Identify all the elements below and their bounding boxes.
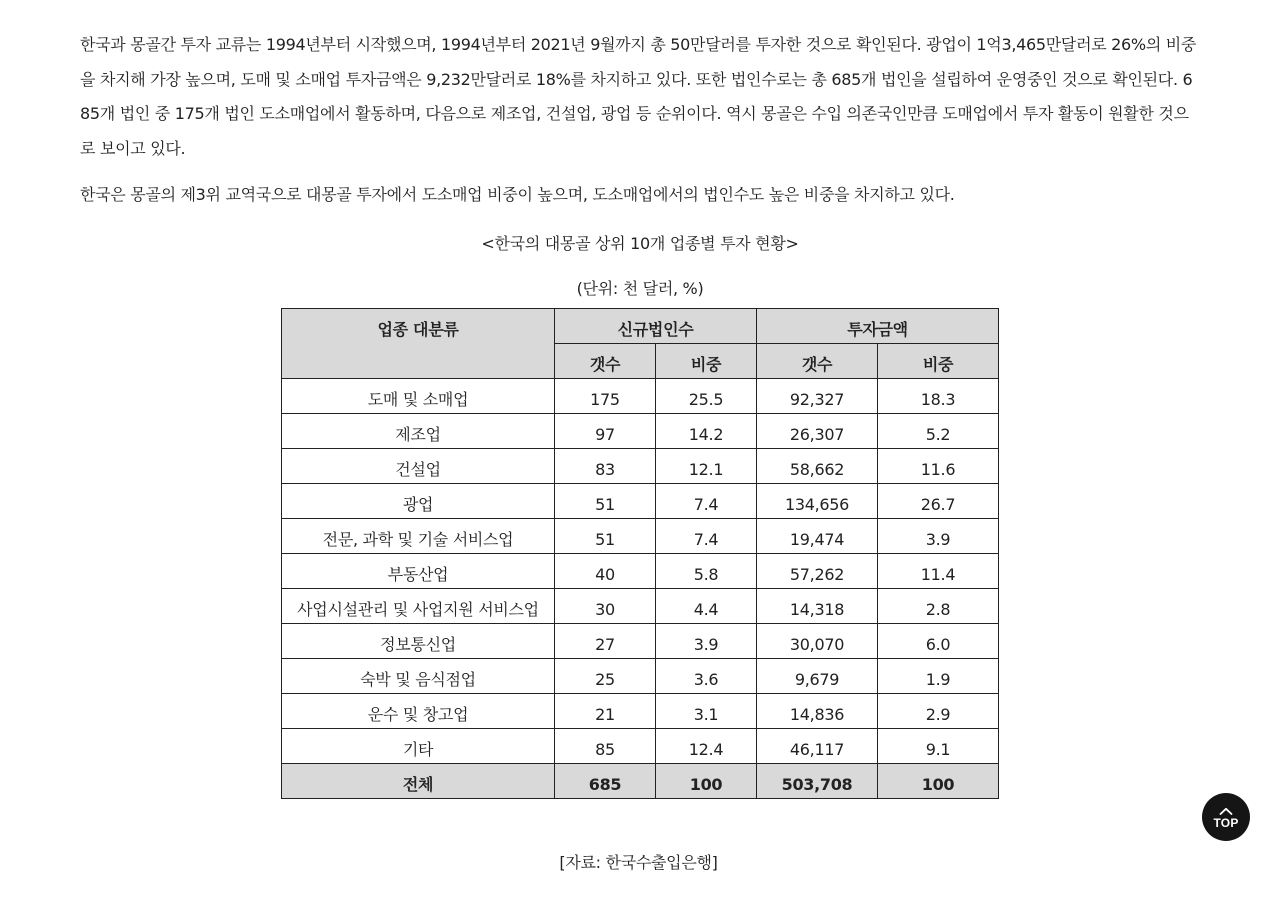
cell-corp-count: 51 [555, 484, 656, 519]
cell-industry: 부동산업 [282, 554, 555, 589]
cell-inv-amount: 9,679 [757, 659, 878, 694]
cell-inv-share: 11.6 [878, 449, 999, 484]
cell-total-corp-share: 100 [656, 764, 757, 799]
scroll-top-label: TOP [1213, 816, 1239, 830]
cell-inv-share: 3.9 [878, 519, 999, 554]
cell-inv-amount: 14,836 [757, 694, 878, 729]
paragraph-trade-partner: 한국은 몽골의 제3위 교역국으로 대몽골 투자에서 도소매업 비중이 높으며, 도소매업에서의 법인수도 높은 비중을 차지하고 있다. [80, 185, 955, 204]
chevron-up-icon [1219, 807, 1233, 815]
cell-corp-share: 14.2 [656, 414, 757, 449]
cell-inv-amount: 58,662 [757, 449, 878, 484]
header-new-corps: 신규법인수 [555, 309, 757, 344]
cell-inv-amount: 26,307 [757, 414, 878, 449]
cell-corp-count: 85 [555, 729, 656, 764]
cell-corp-share: 5.8 [656, 554, 757, 589]
cell-inv-share: 26.7 [878, 484, 999, 519]
table-row [282, 519, 999, 554]
cell-corp-share: 12.4 [656, 729, 757, 764]
cell-inv-share: 2.9 [878, 694, 999, 729]
paragraph-investment-overview: 한국과 몽골간 투자 교류는 1994년부터 시작했으며, 1994년부터 2021년 9월까지 총 50만달러를 투자한 것으로 확인된다. 광업이 1억3,465만달러로 26%의 비중을 차지해 가장 높으며, 도매 및 소매업 투자금액은 9,232만달러로 18%를 차지하고 있다. 또한 법인수로는 총 685개 법인을 설립하여 운영중인 것으로 확인된다. 685개 법인 중 175개 법인 도소매업에서 활동하며, 다음으로 제조업, 건설업, 광업 등 순위이다. 역시 몽골은 수입 의존국인만큼 도매업에서 투자 활동이 원활한 것으로 보이고 있다. [80, 35, 1197, 158]
table-row [282, 589, 999, 624]
cell-inv-share: 2.8 [878, 589, 999, 624]
cell-total-inv-amount: 503,708 [757, 764, 878, 799]
cell-corp-count: 97 [555, 414, 656, 449]
cell-industry: 사업시설관리 및 사업지원 서비스업 [282, 589, 555, 624]
cell-total-label: 전체 [282, 764, 555, 799]
cell-total-corp-count: 685 [555, 764, 656, 799]
cell-inv-amount: 134,656 [757, 484, 878, 519]
cell-corp-count: 30 [555, 589, 656, 624]
cell-inv-amount: 46,117 [757, 729, 878, 764]
cell-corp-count: 40 [555, 554, 656, 589]
table-title: <한국의 대몽골 상위 10개 업종별 투자 현황> [481, 233, 799, 253]
header-investment: 투자금액 [757, 309, 999, 344]
table-total-row [282, 764, 999, 799]
cell-corp-share: 4.4 [656, 589, 757, 624]
header-industry: 업종 대분류 [282, 309, 555, 379]
cell-corp-count: 175 [555, 379, 656, 414]
cell-corp-count: 21 [555, 694, 656, 729]
table-row [282, 624, 999, 659]
header-corp-share: 비중 [656, 344, 757, 379]
cell-corp-count: 51 [555, 519, 656, 554]
cell-inv-amount: 92,327 [757, 379, 878, 414]
table-row [282, 729, 999, 764]
cell-corp-share: 7.4 [656, 484, 757, 519]
header-inv-share: 비중 [878, 344, 999, 379]
cell-corp-share: 7.4 [656, 519, 757, 554]
cell-corp-count: 25 [555, 659, 656, 694]
cell-inv-share: 9.1 [878, 729, 999, 764]
table-source: [자료: 한국수출입은행] [559, 853, 718, 872]
table-row [282, 659, 999, 694]
cell-inv-share: 6.0 [878, 624, 999, 659]
article-body [80, 28, 1200, 300]
cell-inv-amount: 30,070 [757, 624, 878, 659]
cell-industry: 건설업 [282, 449, 555, 484]
cell-corp-share: 25.5 [656, 379, 757, 414]
header-inv-count: 갯수 [757, 344, 878, 379]
table-row [282, 449, 999, 484]
cell-industry: 전문, 과학 및 기술 서비스업 [282, 519, 555, 554]
table-row [282, 414, 999, 449]
table-row [282, 484, 999, 519]
table-unit: (단위: 천 달러, %) [576, 278, 704, 298]
table-row [282, 694, 999, 729]
cell-industry: 도매 및 소매업 [282, 379, 555, 414]
cell-corp-share: 3.9 [656, 624, 757, 659]
cell-corp-count: 27 [555, 624, 656, 659]
cell-industry: 숙박 및 음식점업 [282, 659, 555, 694]
cell-industry: 운수 및 창고업 [282, 694, 555, 729]
cell-inv-amount: 57,262 [757, 554, 878, 589]
cell-inv-amount: 19,474 [757, 519, 878, 554]
header-corp-count: 갯수 [555, 344, 656, 379]
table-row [282, 379, 999, 414]
investment-table [281, 308, 999, 799]
cell-corp-count: 83 [555, 449, 656, 484]
table-row [282, 554, 999, 589]
cell-industry: 광업 [282, 484, 555, 519]
cell-inv-share: 1.9 [878, 659, 999, 694]
cell-corp-share: 3.6 [656, 659, 757, 694]
cell-inv-share: 11.4 [878, 554, 999, 589]
cell-industry: 정보통신업 [282, 624, 555, 659]
cell-total-inv-share: 100 [878, 764, 999, 799]
cell-industry: 제조업 [282, 414, 555, 449]
cell-inv-amount: 14,318 [757, 589, 878, 624]
cell-inv-share: 18.3 [878, 379, 999, 414]
cell-corp-share: 3.1 [656, 694, 757, 729]
cell-industry: 기타 [282, 729, 555, 764]
cell-inv-share: 5.2 [878, 414, 999, 449]
scroll-top-button[interactable] [1202, 793, 1250, 841]
cell-corp-share: 12.1 [656, 449, 757, 484]
